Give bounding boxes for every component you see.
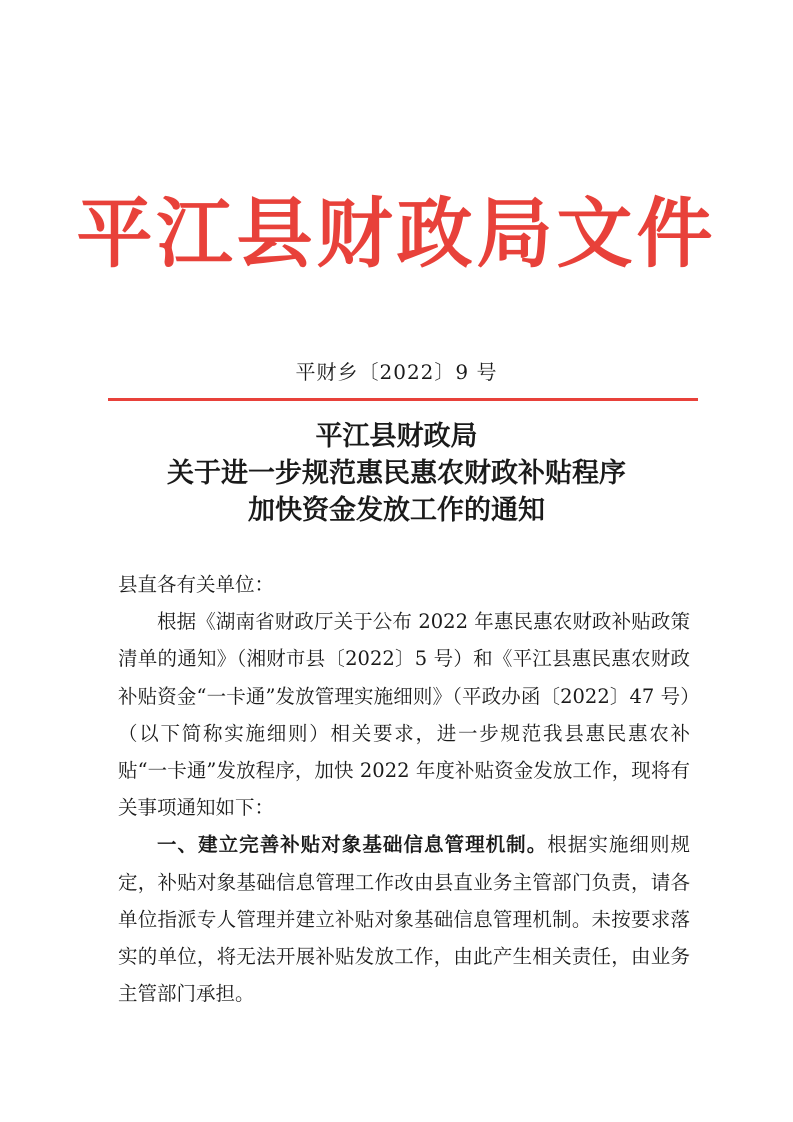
paragraph-intro: 根据《湖南省财政厅关于公布 2022 年惠民惠农财政补贴政策清单的通知》（湘财市县〔2022〕5 号）和《平江县惠民惠农财政补贴资金“一卡通”发放管理实施细则》（平政办函〔2022〕47 号）（以下简称实施细则）相关要求，进一步规范我县惠民惠农补贴“一卡通”发放程序，加快 2022 年度补贴资金发放工作，现将有关事项通知如下： <box>118 610 690 820</box>
document-number: 平财乡〔2022〕9 号 <box>295 360 498 384</box>
notice-title-line-2: 关于进一步规范惠民惠农财政补贴程序 <box>167 458 626 489</box>
notice-title <box>0 418 793 529</box>
salutation: 县直各有关单位： <box>118 573 275 596</box>
masthead-title: 平江县财政局文件 <box>76 189 717 278</box>
red-divider <box>108 398 698 401</box>
paragraph-section-1 <box>118 826 690 1012</box>
document-body <box>118 566 690 1012</box>
section-1-heading: 一、建立完善补贴对象基础信息管理机制。 <box>157 833 548 857</box>
notice-title-line-3: 加快资金发放工作的通知 <box>248 495 545 526</box>
section-1-text: 根据实施细则规定，补贴对象基础信息管理工作改由县直业务主管部门负责，请各单位指派专人管理并建立补贴对象基础信息管理机制。未按要求落实的单位，将无法开展补贴发放工作，由此产生相关责任，由业务主管部门承担。 <box>118 833 690 1006</box>
notice-title-line-1: 平江县财政局 <box>315 421 478 452</box>
